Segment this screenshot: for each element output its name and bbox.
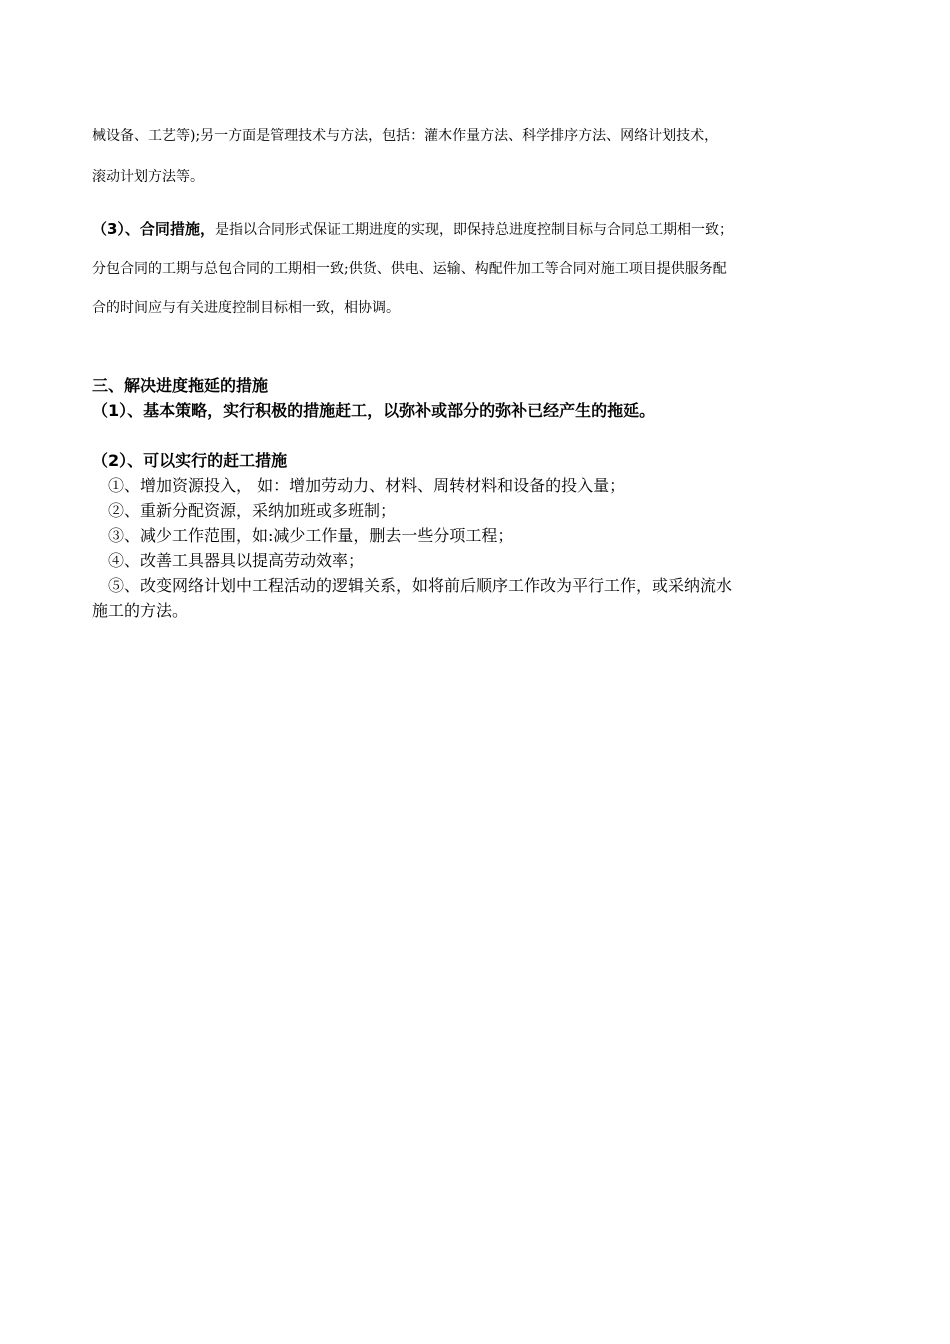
list-item: ⑤、改变网络计划中工程活动的逻辑关系，如将前后顺序工作改为平行工作，或采纳流水 — [108, 576, 733, 595]
section-heading: 三、解决进度拖延的措施 — [92, 376, 269, 395]
paragraph-contract-measures-line1 — [92, 219, 733, 240]
basic-strategy-item: （1）、基本策略，实行积极的措施赶工，以弥补或部分的弥补已经产生的拖延。 — [92, 401, 656, 420]
paragraph-tech-measures-line1: 械设备、工艺等);另一方面是管理技术与方法，包括：灌木作量方法、科学排序方法、网络计划技术， — [92, 128, 719, 144]
contract-measures-label: （3）、合同措施， — [92, 220, 215, 238]
paragraph-contract-measures-line3: 合的时间应与有关进度控制目标相一致，相协调。 — [92, 300, 400, 316]
rush-measures-heading: （2）、可以实行的赶工措施 — [92, 451, 288, 470]
contract-measures-text: 是指以合同形式保证工期进度的实现，即保持总进度控制目标与合同总工期相一致； — [214, 222, 733, 238]
list-item: ④、改善工具器具以提高劳动效率； — [108, 551, 365, 570]
paragraph-contract-measures-line2: 分包合同的工期与总包合同的工期相一致;供货、供电、运输、构配件加工等合同对施工项目提供服务配 — [92, 261, 727, 277]
list-item: ①、增加资源投入， 如：增加劳动力、材料、周转材料和设备的投入量； — [108, 476, 626, 495]
paragraph-tech-measures-line2: 滚动计划方法等。 — [92, 169, 204, 185]
list-item-continuation: 施工的方法。 — [92, 601, 189, 620]
list-item: ②、重新分配资源，采纳加班或多班制； — [108, 501, 397, 520]
list-item: ③、减少工作范围，如:减少工作量，删去一些分项工程； — [108, 526, 514, 545]
